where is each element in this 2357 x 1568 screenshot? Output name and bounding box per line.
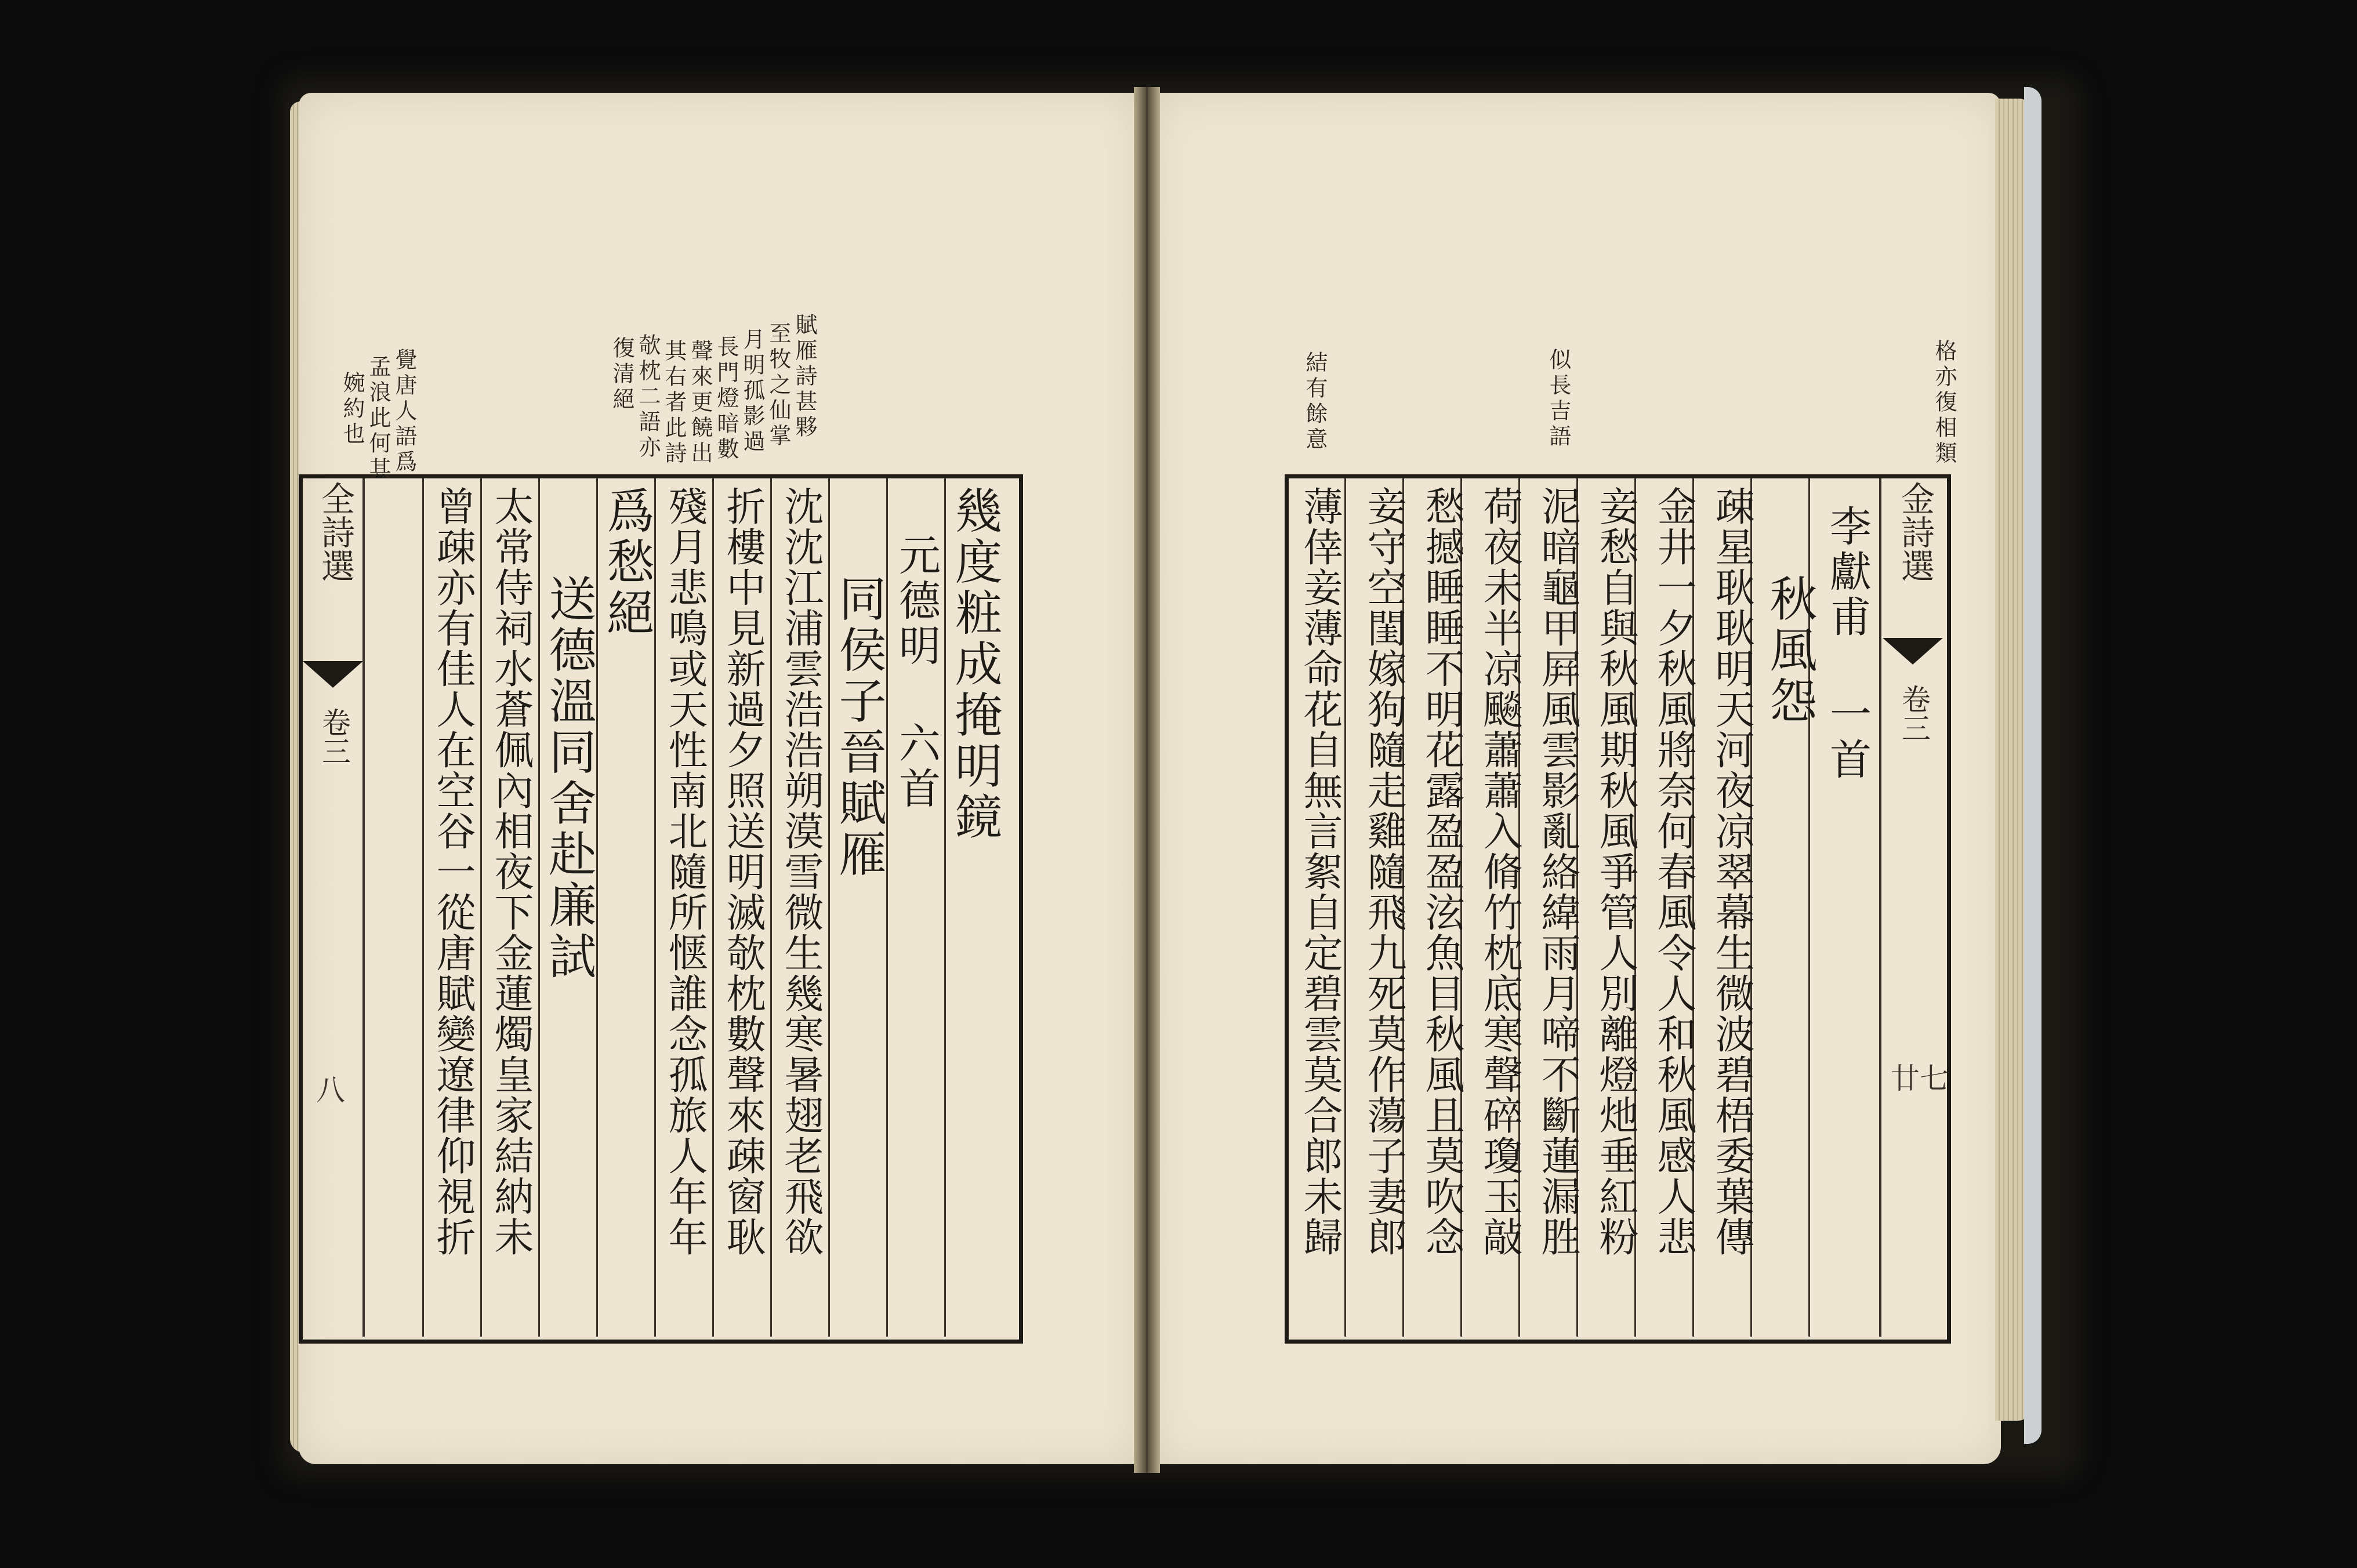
margin-rule xyxy=(1879,478,1881,1337)
cover-edge xyxy=(2024,87,2041,1444)
head-note: 月明孤影過 xyxy=(739,328,765,455)
head-note: 格亦復相類 xyxy=(1931,339,1957,467)
text-column: 妾守空閨嫁狗隨走雞隨飛九死莫作蕩子妻郎 xyxy=(1361,486,1406,1257)
margin-title: 金詩選 xyxy=(1895,481,1935,582)
poem-title: 送德溫同舍赴廉試 xyxy=(541,574,596,982)
fish-tail-mark xyxy=(303,661,363,688)
margin-rule xyxy=(362,478,365,1337)
head-note: 婉約也 xyxy=(339,371,365,448)
text-column: 爲愁絕 xyxy=(599,486,654,639)
margin-title: 全詩選 xyxy=(316,481,355,582)
text-column: 幾度粧成掩明鏡 xyxy=(947,486,1002,843)
head-note: 其右者此詩 xyxy=(661,339,687,467)
margin-volume: 卷三 xyxy=(317,707,351,765)
head-note: 至牧之仙掌 xyxy=(766,322,791,449)
head-note: 欹枕二語亦 xyxy=(635,333,661,461)
text-column: 曾疎亦有佳人在空谷一從唐賦變遼律仰視折 xyxy=(430,486,476,1257)
head-note: 長門燈暗數 xyxy=(713,335,739,463)
margin-volume: 卷三 xyxy=(1897,684,1931,742)
text-column: 荷夜未半凉飈蕭蕭入脩竹枕底寒聲碎瓊玉敲 xyxy=(1477,486,1522,1257)
head-note: 賦雁詩甚夥 xyxy=(792,313,817,441)
head-note: 似長吉語 xyxy=(1546,348,1571,450)
head-note: 復清絕 xyxy=(609,336,634,413)
book-gutter xyxy=(1134,87,1160,1473)
margin-page-number: 廿七 xyxy=(1891,1062,1949,1095)
text-column: 愁撼睡睡不明花露盈盈泫魚目秋風且莫吹念 xyxy=(1419,486,1464,1257)
head-note: 聲來更饒出 xyxy=(687,339,713,467)
poet-heading: 元德明 六首 xyxy=(892,533,941,812)
text-column: 薄倖妾薄命花自無言絮自定碧雲莫合郎未歸 xyxy=(1297,486,1343,1257)
text-column: 折樓中見新過夕照送明滅欹枕數聲來疎窗耿 xyxy=(720,486,766,1257)
poet-heading: 李獻甫 一首 xyxy=(1823,504,1872,783)
head-note: 結有餘意 xyxy=(1302,351,1328,453)
text-column: 金井一夕秋風將奈何春風令人和秋風感人悲 xyxy=(1651,486,1696,1257)
text-column: 妾愁自與秋風期秋風爭管人別離燈灺垂紅粉 xyxy=(1593,486,1638,1257)
text-column: 殘月悲鳴或天性南北隨所惬誰念孤旅人年年 xyxy=(662,486,708,1257)
head-note: 覺唐人語爲 xyxy=(391,348,417,476)
text-column: 疎星耿耿明天河夜凉翠幕生微波碧梧委葉傳 xyxy=(1709,486,1754,1257)
poem-title: 秋風怨 xyxy=(1762,574,1817,727)
fish-tail-mark xyxy=(1883,638,1943,665)
margin-page-number: 八 xyxy=(316,1073,345,1107)
poem-title: 同侯子晉賦雁 xyxy=(831,574,886,880)
head-note: 孟浪此何其 xyxy=(365,355,391,482)
text-column: 泥暗龜甲屛風雲影亂絡緯雨月啼不斷蓮漏胜 xyxy=(1535,486,1580,1257)
text-column: 沈沈江浦雲浩浩朔漠雪微生幾寒暑翅老飛欲 xyxy=(778,486,824,1257)
text-column: 太常侍祠水蒼佩內相夜下金蓮燭皇家結納未 xyxy=(488,486,534,1257)
